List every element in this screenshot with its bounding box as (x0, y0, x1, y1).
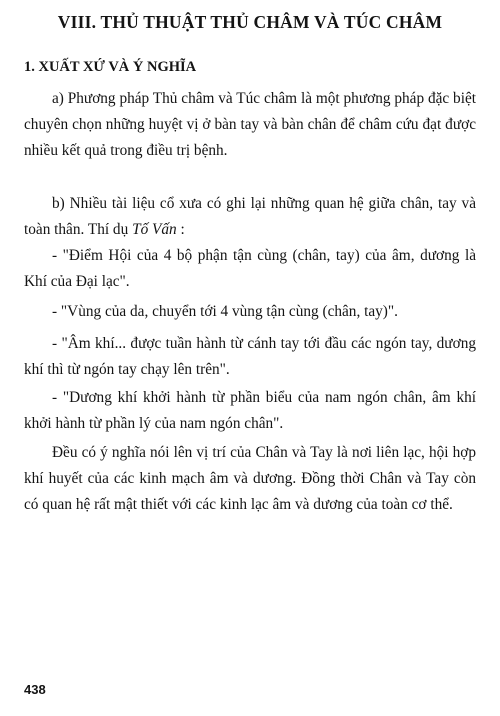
paragraph-a: a) Phương pháp Thủ châm và Túc châm là một phương pháp đặc biệt chuyên chọn những huyệt vị ở bàn tay và bàn chân để châm cứu đạt được nhiều kết quả trong điều trị bệnh. (24, 90, 476, 160)
quote-2: - "Vùng của da, chuyển tới 4 vùng tận cùng (chân, tay)". (52, 303, 398, 320)
conclusion-paragraph: Đều có ý nghĩa nói lên vị trí của Chân và Tay là nơi liên lạc, hội hợp khí huyết của các kinh mạch âm và dương. Đồng thời Chân và Tay còn có quan hệ rất mật thiết với các kinh lạc âm và dương của toàn cơ thể. (24, 444, 476, 514)
paragraph-b (24, 191, 476, 243)
quote-1: - "Điểm Hội của 4 bộ phận tận cùng (chân, tay) của âm, dương là Khí của Đại lạc". (24, 247, 476, 291)
source-title: Tố Vấn (132, 221, 177, 239)
paragraph-b-intro: b) Nhiều tài liệu cổ xưa có ghi lại những quan hệ giữa chân, tay và toàn thân. Thí dụ (24, 195, 476, 239)
section-heading: 1. XUẤT XỨ VÀ Ý NGHĨA (24, 59, 197, 75)
page-number: 438 (24, 682, 46, 697)
quote-4: - "Dương khí khởi hành từ phần biểu của nam ngón chân, âm khí khởi hành từ phần lý của nam ngón chân". (24, 389, 476, 433)
quote-3: - "Âm khí... được tuần hành từ cánh tay tới đầu các ngón tay, dương khí thì từ ngón tay chạy lên trên". (24, 335, 476, 379)
chapter-title: VIII. THỦ THUẬT THỦ CHÂM VÀ TÚC CHÂM (57, 12, 443, 32)
paragraph-b-colon: : (176, 221, 185, 239)
